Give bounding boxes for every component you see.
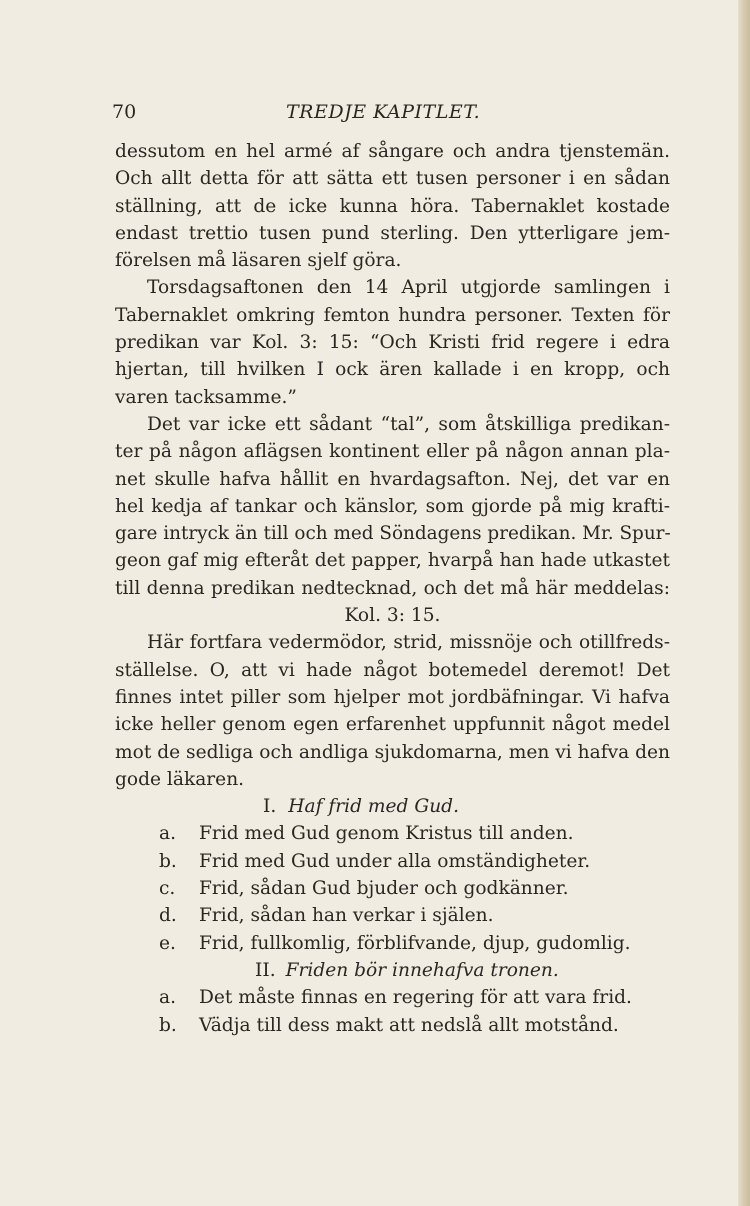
- text-line: gode läkaren.: [115, 768, 245, 790]
- section-title: Haf frid med Gud.: [288, 796, 459, 818]
- text-line: Torsdagsaftonen den 14 April utgjorde samlingen i: [147, 277, 670, 299]
- running-title: TREDJE KAPITLET.: [286, 101, 481, 123]
- list-item: [115, 848, 670, 875]
- item-label: a.: [159, 823, 176, 845]
- item-label: d.: [159, 905, 177, 927]
- text-line: dessutom en hel armé af sångare och andra tjenstemän.: [115, 141, 670, 162]
- item-label: a.: [159, 987, 176, 1009]
- text-line: predikan var Kol. 3: 15: “Och Kristi frid regere i edra: [115, 332, 670, 354]
- item-label: e.: [159, 932, 176, 954]
- item-text: Vädja till dess makt att nedslå allt motstånd.: [199, 1014, 619, 1036]
- list-item: [115, 930, 670, 957]
- section-numeral: I.: [263, 796, 277, 818]
- text-line: finnes intet piller som hjelper mot jordbäfningar. Vi hafva: [115, 686, 670, 708]
- item-text: Frid, sådan han verkar i själen.: [199, 905, 494, 927]
- text-line: mot de sedliga och andliga sjukdomarna, men vi hafva den: [115, 741, 670, 763]
- text-line: förelsen må läsaren sjelf göra.: [115, 250, 402, 272]
- section-heading: [115, 957, 670, 984]
- text-line: hjertan, till hvilken I ock ären kallade i en kropp, och: [115, 359, 670, 381]
- text-line: Det var icke ett sådant “tal”, som åtskilliga predikan-: [147, 413, 670, 435]
- text-line: ter på någon aflägsen kontinent eller på någon annan pla-: [115, 441, 670, 463]
- section-title: Friden bör innehafva tronen.: [285, 959, 559, 981]
- list-item: [115, 875, 670, 902]
- text-line: gare intryck än till och med Söndagens predikan. Mr. Spur-: [115, 523, 671, 545]
- text-line: Och allt detta för att sätta ett tusen personer i en sådan: [115, 168, 670, 190]
- section-numeral: II.: [255, 959, 276, 981]
- list-item: [115, 902, 670, 929]
- list-item: [115, 984, 670, 1011]
- item-label: b.: [159, 1014, 177, 1036]
- page-number: 70: [112, 101, 137, 123]
- text-line: Här fortfara vedermödor, strid, missnöje och otillfreds-: [147, 632, 670, 654]
- text-line: ställelse. O, att vi hade något botemedel deremot! Det: [115, 659, 670, 681]
- text-line: geon gaf mig efteråt det papper, hvarpå han hade utkastet: [115, 550, 670, 572]
- page-edge: [738, 0, 750, 1206]
- item-label: b.: [159, 850, 177, 872]
- list-item: [115, 1012, 670, 1039]
- item-text: Frid, fullkomlig, förblifvande, djup, gudomlig.: [199, 932, 631, 954]
- text-line: varen tacksamme.”: [115, 386, 297, 408]
- text-line: hel kedja af tankar och känslor, som gjorde på mig krafti-: [115, 495, 670, 517]
- item-text: Frid med Gud under alla omständigheter.: [199, 850, 591, 872]
- text-line: icke heller genom egen erfarenhet uppfunnit något medel: [115, 714, 670, 736]
- text-line: net skulle hafva hållit en hvardagsafton. Nej, det var en: [115, 468, 670, 490]
- scripture-reference: Kol. 3: 15.: [344, 605, 441, 627]
- text-line: Tabernaklet omkring femton hundra personer. Texten för: [115, 304, 670, 326]
- page-header: [112, 101, 672, 127]
- item-text: Frid med Gud genom Kristus till anden.: [199, 823, 574, 845]
- text-line: till denna predikan nedtecknad, och det må här meddelas:: [115, 577, 670, 599]
- item-label: c.: [159, 878, 176, 900]
- section-heading: [115, 793, 670, 820]
- text-line: ställning, att de icke kunna höra. Tabernaklet kostade: [115, 195, 670, 217]
- item-text: Det måste finnas en regering för att vara frid.: [199, 987, 632, 1009]
- body-text: [115, 138, 670, 1039]
- item-text: Frid, sådan Gud bjuder och godkänner.: [199, 878, 569, 900]
- list-item: [115, 820, 670, 847]
- text-line: endast trettio tusen pund sterling. Den ytterligare jem-: [115, 222, 670, 244]
